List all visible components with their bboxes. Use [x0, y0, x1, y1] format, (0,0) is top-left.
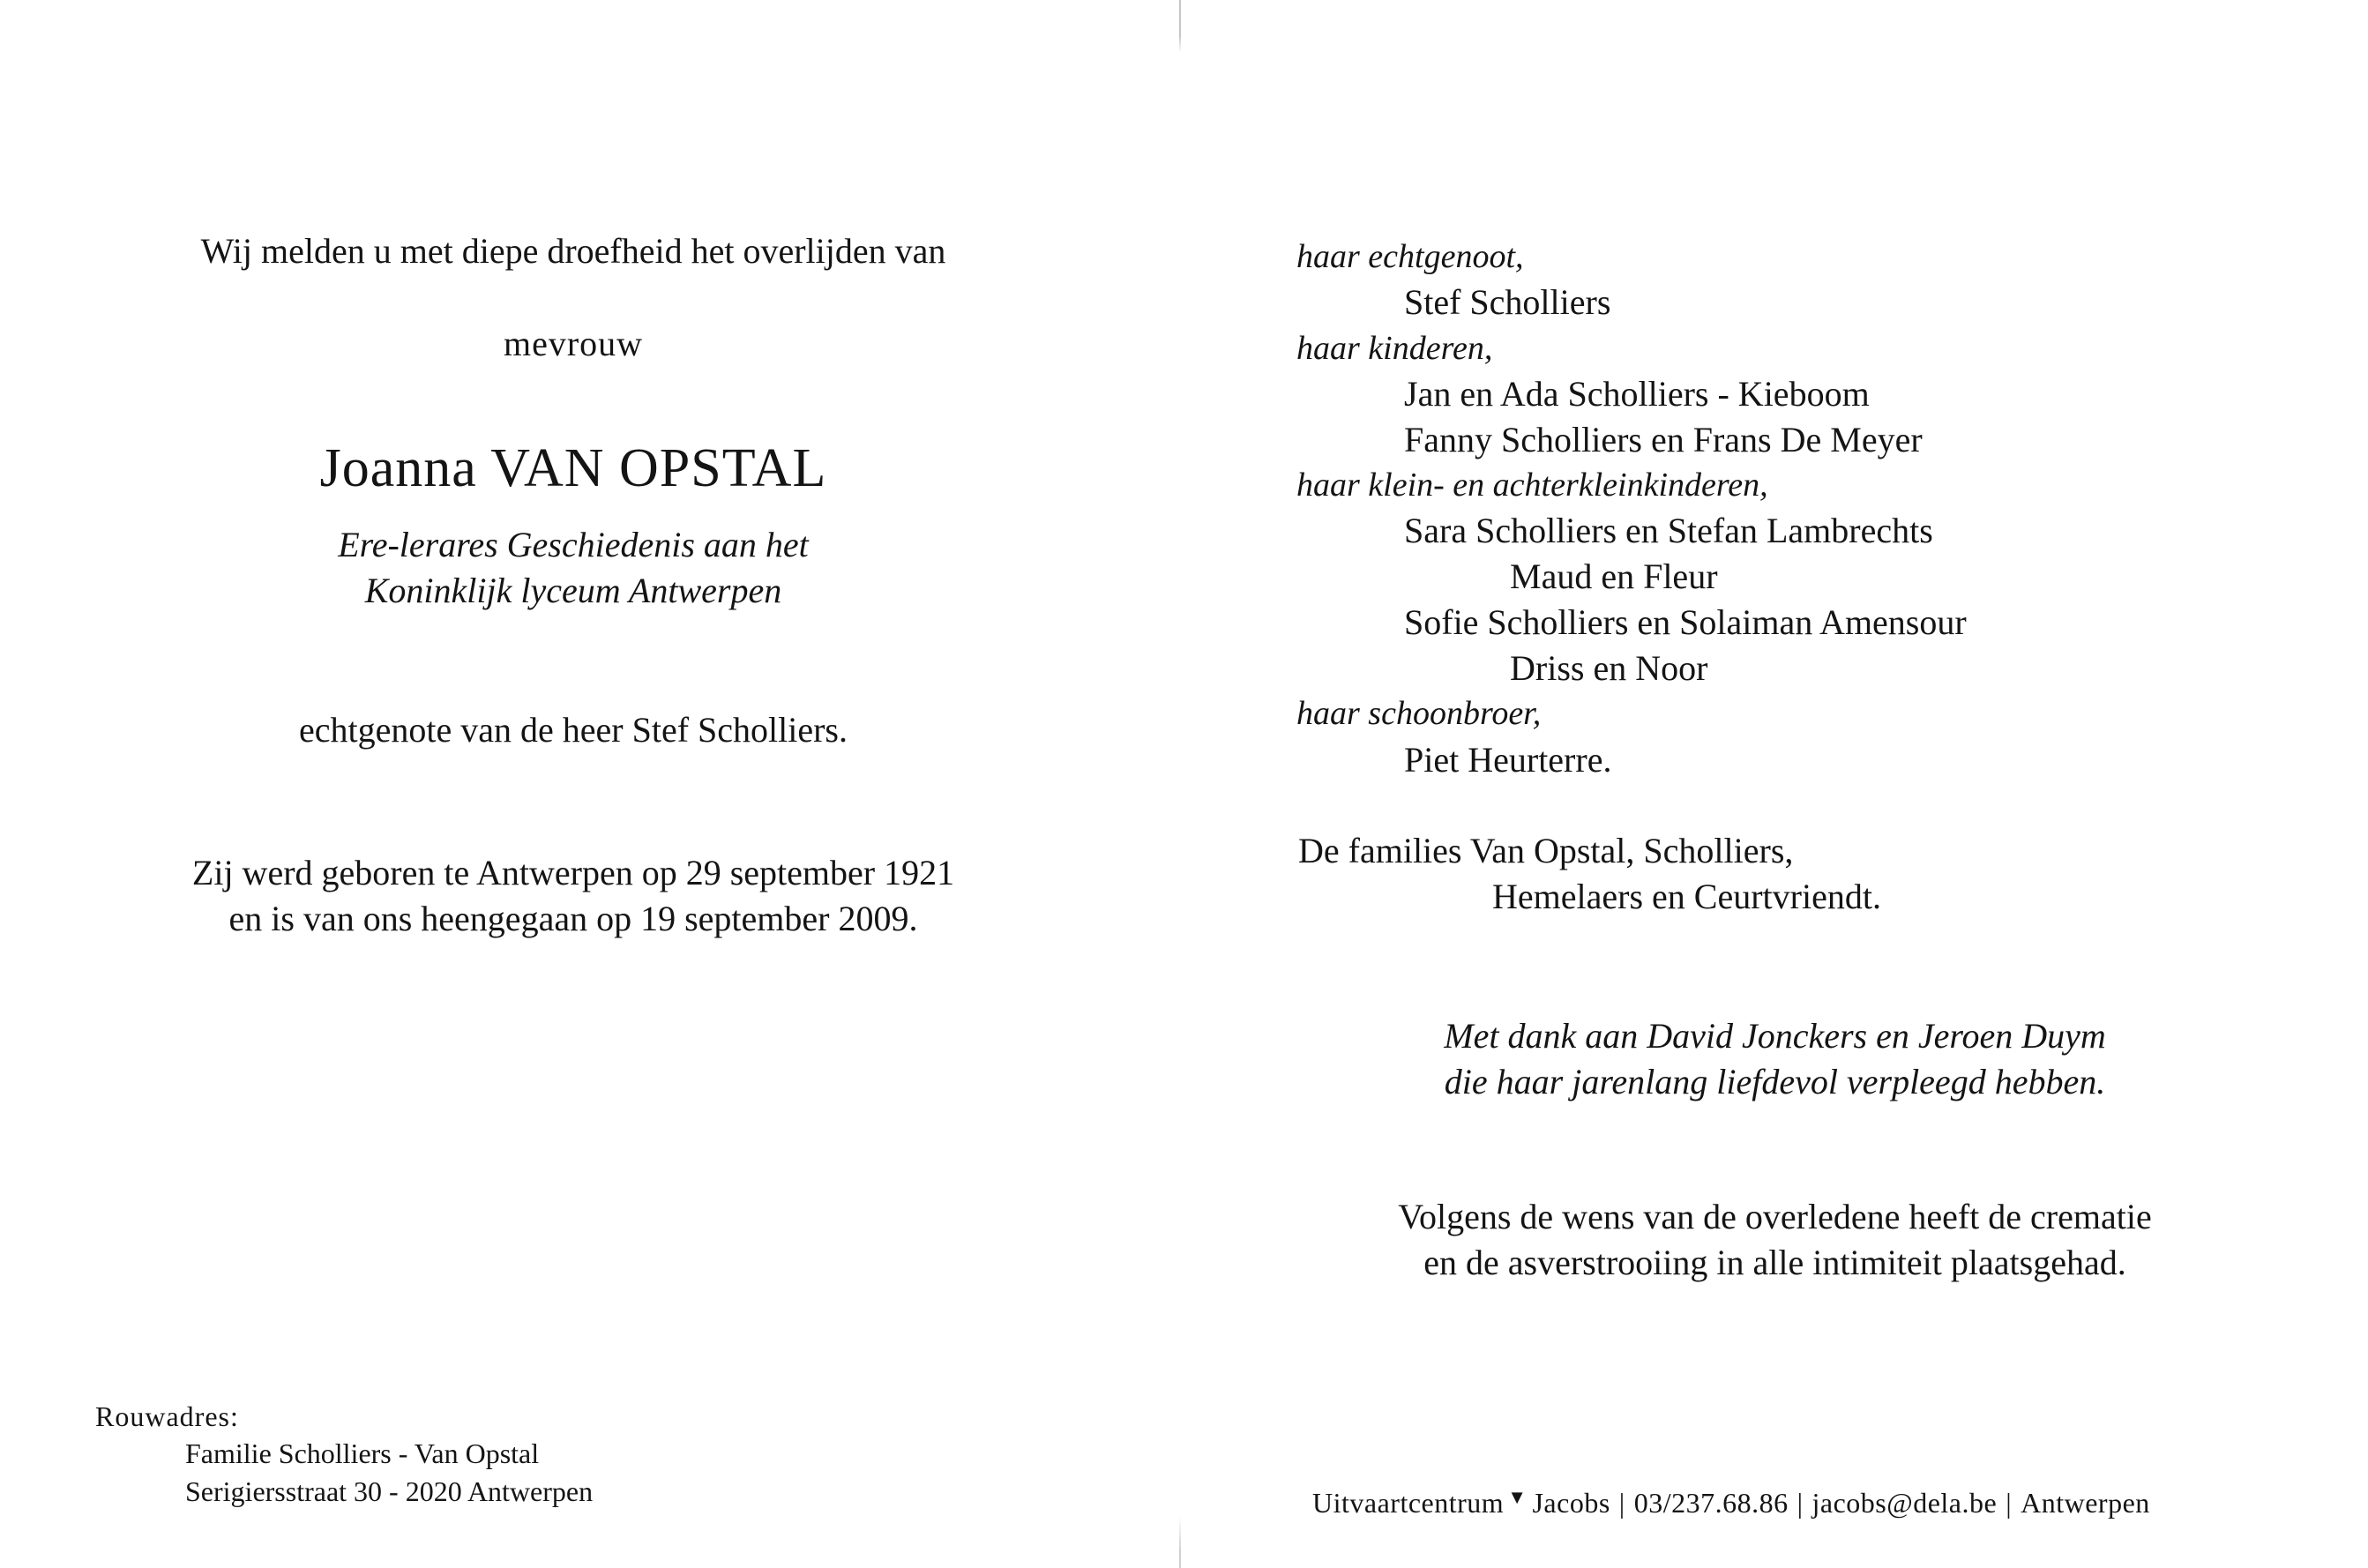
relation-heading: haar klein- en achterkleinkinderen, — [1296, 467, 1768, 504]
death-line: en is van ons heengegaan op 19 september 2009. — [228, 899, 918, 938]
families-line-1: De families Van Opstal, Scholliers, — [1298, 831, 1794, 870]
footer-divider: | — [1797, 1487, 1804, 1519]
relation-heading: haar echtgenoot, — [1296, 238, 1524, 275]
left-page — [0, 0, 1177, 1568]
funeral-home-footer — [1312, 1486, 2150, 1519]
address-family-name: Familie Scholliers - Van Opstal — [185, 1437, 540, 1469]
family-member: Sara Scholliers en Stefan Lambrechts — [1404, 511, 1933, 550]
cremation-note-line-1: Volgens de wens van de overledene heeft de crematie — [1398, 1197, 2152, 1236]
funeral-home-company: Uitvaartcentrum — [1312, 1487, 1505, 1519]
family-member: Fanny Scholliers en Frans De Meyer — [1404, 420, 1923, 459]
footer-divider: | — [1618, 1487, 1625, 1519]
birth-line: Zij werd geboren te Antwerpen op 29 september 1921 — [191, 853, 955, 892]
thanks-line-2: die haar jarenlang liefdevol verpleegd hebben. — [1444, 1062, 2106, 1101]
relation-heading: haar kinderen, — [1296, 330, 1493, 367]
relation-heading: haar schoonbroer, — [1296, 695, 1542, 732]
deceased-role-line-1: Ere-lerares Geschiedenis aan het — [338, 525, 809, 564]
right-page — [1182, 0, 2368, 1568]
footer-divider: | — [2006, 1487, 2013, 1519]
cremation-note-line-2: en de asverstrooiing in alle intimiteit plaatsgehad. — [1423, 1243, 2126, 1282]
family-member: Piet Heurterre. — [1404, 740, 1612, 780]
thanks-line-1: Met dank aan David Jonckers en Jeroen Duym — [1444, 1016, 2106, 1056]
funeral-home-city: Antwerpen — [2021, 1487, 2150, 1519]
spouse-line: echtgenote van de heer Stef Scholliers. — [299, 710, 848, 750]
funeral-home-name: Jacobs — [1532, 1487, 1610, 1519]
card-fold-line — [1179, 0, 1181, 1568]
announcement-intro: Wij melden u met diepe droefheid het overlijden van — [200, 231, 946, 271]
family-member: Maud en Fleur — [1510, 556, 1718, 596]
funeral-home-logo-icon: ▼ — [1507, 1486, 1528, 1508]
family-member: Jan en Ada Scholliers - Kieboom — [1404, 374, 1870, 414]
family-member: Sofie Scholliers en Solaiman Amensour — [1404, 602, 1967, 642]
honorific: mevrouw — [503, 324, 644, 363]
families-line-2: Hemelaers en Ceurtvriendt. — [1492, 877, 1881, 916]
deceased-name: Joanna VAN OPSTAL — [319, 438, 827, 498]
deceased-role-line-2: Koninklijk lyceum Antwerpen — [364, 571, 782, 610]
family-member: Stef Scholliers — [1404, 282, 1611, 322]
family-member: Driss en Noor — [1510, 648, 1708, 688]
funeral-home-email: jacobs@dela.be — [1811, 1487, 1998, 1519]
address-street: Serigiersstraat 30 - 2020 Antwerpen — [185, 1475, 594, 1507]
address-label: Rouwadres: — [95, 1400, 239, 1432]
funeral-home-phone: 03/237.68.86 — [1633, 1487, 1789, 1519]
